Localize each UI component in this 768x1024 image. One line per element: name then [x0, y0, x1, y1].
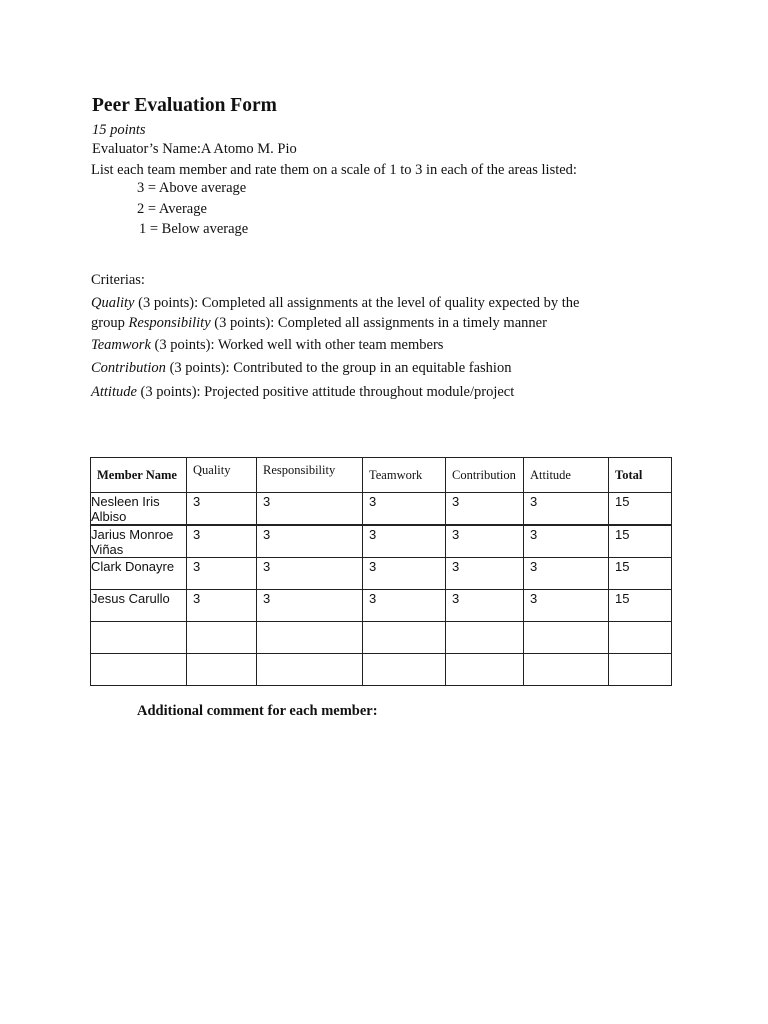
criterion-responsibility	[91, 315, 547, 332]
criterion-quality	[91, 295, 579, 312]
attitude-cell: 3	[524, 525, 609, 558]
responsibility-cell: 3	[257, 493, 363, 526]
empty-cell	[363, 654, 446, 686]
empty-cell	[609, 622, 672, 654]
scale-item-1: 1 = Below average	[139, 221, 249, 237]
points-label: 15 points	[92, 122, 146, 138]
form-title: Peer Evaluation Form	[92, 95, 277, 116]
teamwork-cell: 3	[363, 558, 446, 590]
responsibility-cell: 3	[257, 590, 363, 622]
table-row	[91, 525, 672, 558]
header-responsibility: Responsibility	[257, 458, 363, 493]
empty-cell	[257, 654, 363, 686]
criterion-term: Responsibility	[128, 315, 211, 331]
header-total: Total	[609, 458, 672, 493]
empty-cell	[257, 622, 363, 654]
additional-comment-heading: Additional comment for each member:	[137, 703, 378, 719]
empty-cell	[446, 654, 524, 686]
contribution-cell: 3	[446, 493, 524, 526]
quality-cell: 3	[187, 590, 257, 622]
empty-cell	[91, 654, 187, 686]
criterion-term: Quality	[91, 295, 135, 311]
total-cell: 15	[609, 590, 672, 622]
criterion-attitude	[91, 384, 514, 401]
criterion-term: Teamwork	[91, 337, 151, 353]
scale-item-3: 3 = Above average	[137, 180, 247, 196]
criterion-text: (3 points): Completed all assignments at the level of quality expected by the	[134, 295, 580, 311]
attitude-cell: 3	[524, 558, 609, 590]
empty-cell	[446, 622, 524, 654]
contribution-cell: 3	[446, 525, 524, 558]
quality-cell: 3	[187, 558, 257, 590]
criterion-text: (3 points): Projected positive attitude throughout module/project	[136, 384, 515, 400]
empty-cell	[187, 654, 257, 686]
teamwork-cell: 3	[363, 493, 446, 526]
criterion-term: Contribution	[91, 360, 166, 376]
header-teamwork: Teamwork	[363, 458, 446, 493]
empty-cell	[524, 622, 609, 654]
table-row	[91, 493, 672, 526]
contribution-cell: 3	[446, 590, 524, 622]
responsibility-cell: 3	[257, 558, 363, 590]
criterion-term: Attitude	[91, 384, 137, 400]
criterion-prefix: group	[91, 315, 129, 331]
evaluator-name: Evaluator’s Name:A Atomo M. Pio	[92, 141, 297, 157]
scale-item-2: 2 = Average	[137, 201, 207, 217]
criterion-text: (3 points): Completed all assignments in a timely manner	[210, 315, 547, 331]
criterion-teamwork	[91, 337, 443, 354]
table-header-row	[91, 458, 672, 493]
member-name-cell: Nesleen Iris Albiso	[91, 493, 187, 526]
criteria-heading: Criterias:	[91, 272, 145, 288]
member-name-cell: Jesus Carullo	[91, 590, 187, 622]
total-cell: 15	[609, 493, 672, 526]
table-row	[91, 590, 672, 622]
quality-cell: 3	[187, 525, 257, 558]
criterion-contribution	[91, 360, 511, 377]
header-member-name: Member Name	[91, 458, 187, 493]
responsibility-cell: 3	[257, 525, 363, 558]
header-attitude: Attitude	[524, 458, 609, 493]
table-row	[91, 654, 672, 686]
table-row	[91, 622, 672, 654]
evaluation-table	[90, 457, 672, 686]
quality-cell: 3	[187, 493, 257, 526]
empty-cell	[187, 622, 257, 654]
criterion-text: (3 points): Worked well with other team members	[150, 337, 444, 353]
contribution-cell: 3	[446, 558, 524, 590]
teamwork-cell: 3	[363, 525, 446, 558]
total-cell: 15	[609, 558, 672, 590]
empty-cell	[524, 654, 609, 686]
empty-cell	[91, 622, 187, 654]
header-contribution: Contribution	[446, 458, 524, 493]
instructions: List each team member and rate them on a scale of 1 to 3 in each of the areas listed:	[91, 162, 577, 178]
member-name-cell: Clark Donayre	[91, 558, 187, 590]
teamwork-cell: 3	[363, 590, 446, 622]
criterion-text: (3 points): Contributed to the group in an equitable fashion	[165, 360, 512, 376]
table-row	[91, 558, 672, 590]
total-cell: 15	[609, 525, 672, 558]
empty-cell	[609, 654, 672, 686]
header-quality: Quality	[187, 458, 257, 493]
attitude-cell: 3	[524, 493, 609, 526]
member-name-cell: Jarius Monroe Viñas	[91, 525, 187, 558]
empty-cell	[363, 622, 446, 654]
attitude-cell: 3	[524, 590, 609, 622]
